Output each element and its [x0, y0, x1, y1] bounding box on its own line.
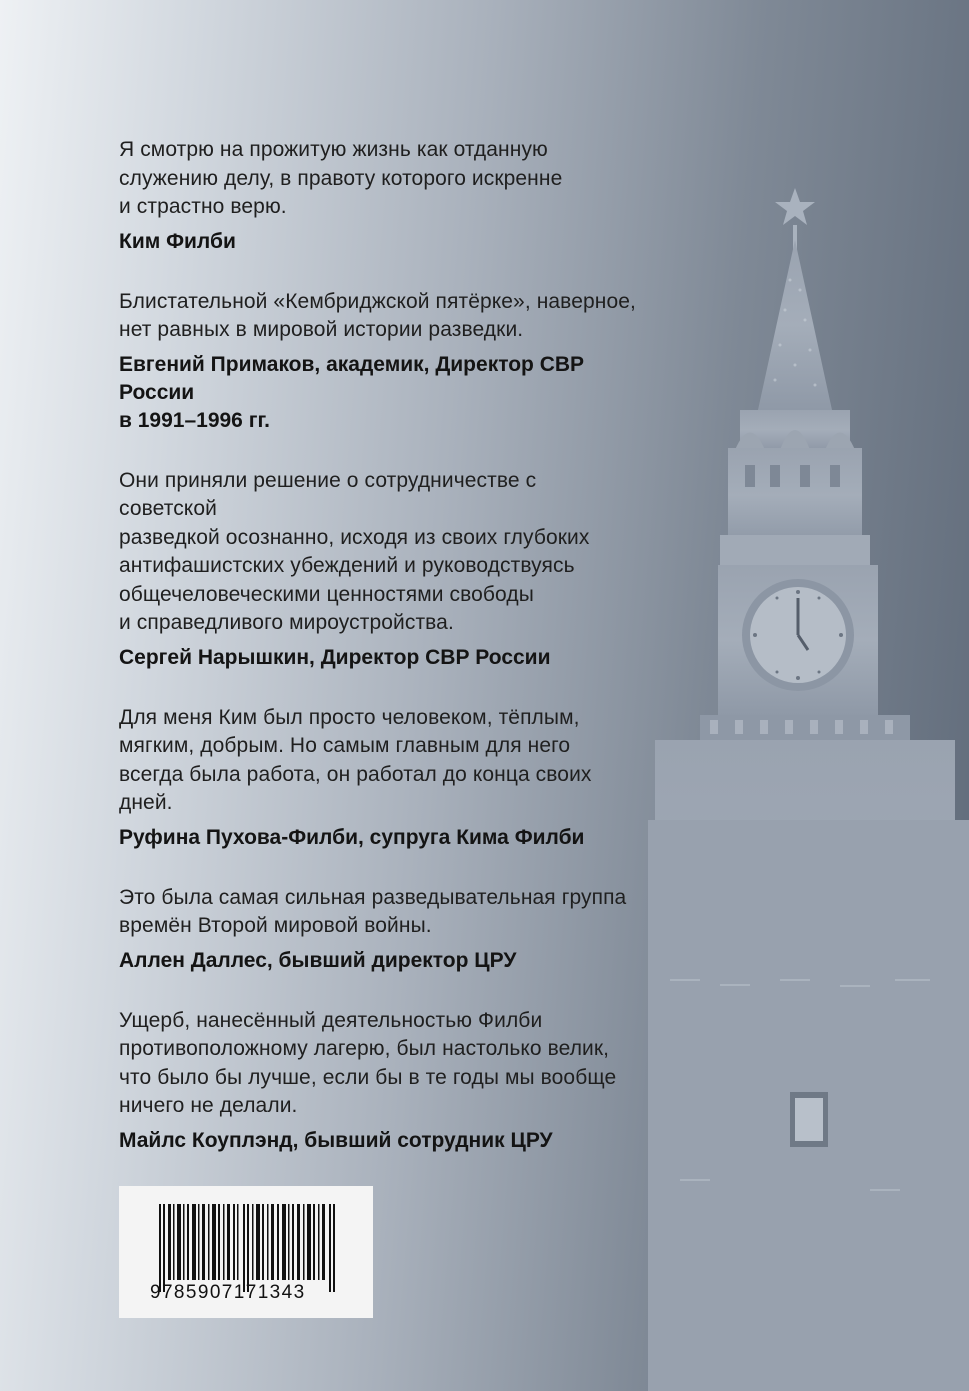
quote-line: ничего не делали. — [119, 1094, 298, 1117]
quote — [119, 1007, 639, 1155]
isbn-barcode — [119, 1186, 373, 1318]
quote-line: мягким, добрым. Но самым главным для него — [119, 734, 571, 757]
quote — [119, 704, 639, 852]
barcode-bars — [159, 1204, 336, 1292]
quote-text — [119, 467, 639, 638]
quote — [119, 467, 639, 672]
quote-line: общечеловеческими ценностями свободы — [119, 582, 534, 606]
quote-line: дней. — [119, 791, 173, 814]
quote-author — [119, 1127, 639, 1155]
quote — [119, 288, 639, 435]
author-line: Майлс Коуплэнд, бывший сотрудник ЦРУ — [119, 1128, 553, 1152]
quote-line: Для меня Ким был просто человеком, тёплым, — [119, 705, 580, 729]
quote-line: противоположному лагерю, был настолько велик, — [119, 1037, 610, 1060]
quote-line: всегда была работа, он работал до конца своих — [119, 762, 592, 786]
author-line: Аллен Даллес, бывший директор ЦРУ — [119, 948, 517, 972]
quote-author — [119, 824, 639, 852]
quote-line: антифашистских убеждений и руководствуясь — [119, 554, 575, 577]
quote-author — [119, 228, 639, 256]
quote-line: что было бы лучше, если бы в те годы мы вообще — [119, 1065, 617, 1089]
isbn-digits: 9785907171343 — [150, 1282, 306, 1303]
quote-line: Это была самая сильная разведывательная группа — [119, 885, 627, 909]
author-line: Ким Филби — [119, 229, 236, 253]
quote — [119, 136, 639, 256]
quote-line: служению делу, в правоту которого искренне — [119, 166, 563, 190]
quote-line: и страстно верю. — [119, 195, 287, 218]
quote-text — [119, 704, 639, 818]
quote-text — [119, 288, 639, 345]
kremlin-tower-icon — [640, 180, 969, 1391]
quote-text — [119, 1007, 639, 1121]
quote-line: Они приняли решение о сотрудничестве с советской — [119, 468, 537, 520]
author-line: в 1991–1996 гг. — [119, 408, 270, 432]
quote-text — [119, 884, 639, 941]
quote-line: Ущерб, нанесённый деятельностью Филби — [119, 1008, 543, 1032]
quote-line: Я смотрю на прожитую жизнь как отданную — [119, 138, 548, 161]
quote — [119, 884, 639, 975]
quote-line: Блистательной «Кембриджской пятёрке», наверное, — [119, 289, 636, 313]
quotes-list — [119, 136, 639, 1187]
quote-line: и справедливого мироустройства. — [119, 611, 454, 634]
quote-line: нет равных в мировой истории разведки. — [119, 318, 524, 341]
quote-line: времён Второй мировой войны. — [119, 914, 432, 937]
quote-author — [119, 644, 639, 672]
quote-author — [119, 947, 639, 975]
author-line: Сергей Нарышкин, Директор СВР России — [119, 645, 551, 669]
author-line: Руфина Пухова-Филби, супруга Кима Филби — [119, 825, 585, 849]
quote-line: разведкой осознанно, исходя из своих глубоких — [119, 525, 590, 549]
quote-text — [119, 136, 639, 222]
quote-author — [119, 351, 639, 435]
author-line: Евгений Примаков, академик, Директор СВР России — [119, 352, 585, 404]
